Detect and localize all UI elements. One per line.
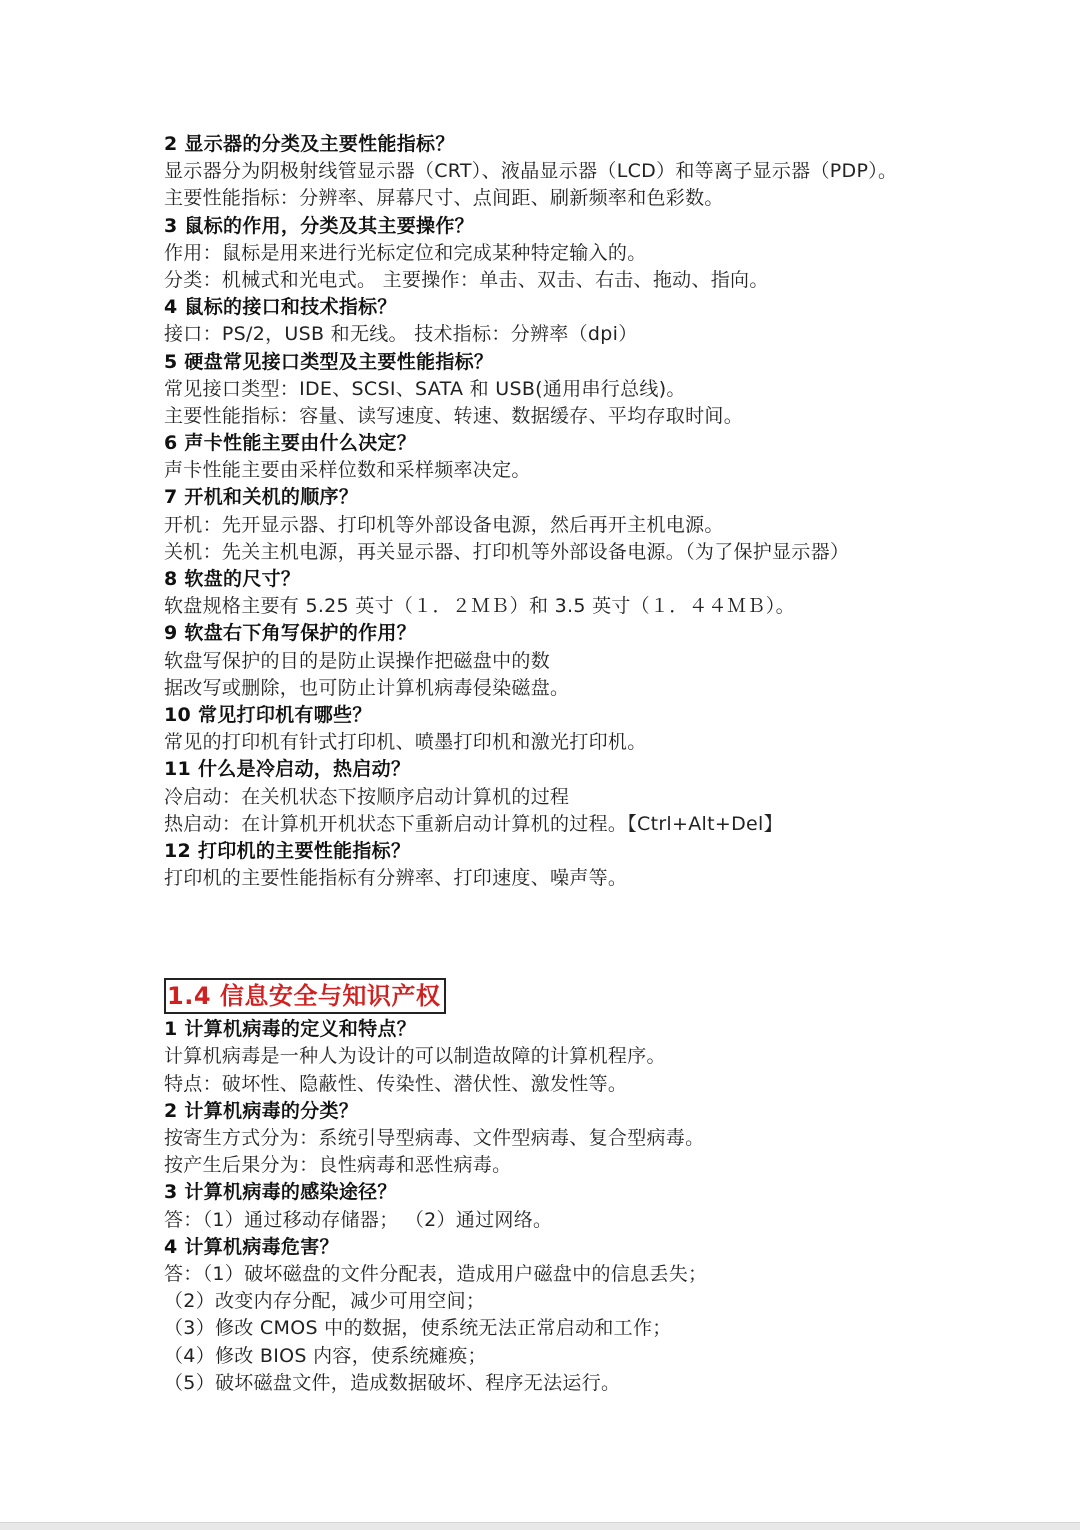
- answer-line: 开机：先开显示器、打印机等外部设备电源，然后再开主机电源。: [164, 513, 724, 536]
- answer-line: 冷启动：在关机状态下按顺序启动计算机的过程: [164, 785, 570, 808]
- question-heading: 12 打印机的主要性能指标？: [164, 839, 411, 862]
- answer-line: （4）修改 BIOS 内容，使系统瘫痪；: [164, 1344, 487, 1367]
- question-heading: 8 软盘的尺寸？: [164, 568, 301, 590]
- section-spacer: [164, 892, 1044, 972]
- question-heading: 6 声卡性能主要由什么决定？: [164, 432, 417, 455]
- answer-line: 计算机病毒是一种人为设计的可以制造故障的计算机程序。: [164, 1045, 666, 1068]
- answer-line: 主要性能指标：容量、读写速度、转速、数据缓存、平均存取时间。: [164, 404, 744, 427]
- answer-line: 按产生后果分为：良性病毒和恶性病毒。: [164, 1154, 512, 1177]
- hardware-qa-block: [164, 131, 1044, 892]
- question-heading: 2 显示器的分类及主要性能指标？: [164, 133, 455, 155]
- section-heading: 1.4 信息安全与知识产权: [164, 978, 446, 1014]
- answer-line: 软盘规格主要有 5.25 英寸（１．２ＭＢ）和 3.5 英寸（１．４４ＭＢ）。: [164, 595, 795, 618]
- question-heading: 10 常见打印机有哪些？: [164, 703, 372, 726]
- answer-line: （2）改变内存分配，减少可用空间；: [164, 1290, 486, 1313]
- question-heading: 7 开机和关机的顺序？: [164, 486, 359, 509]
- answer-line: 接口：PS/2，USB 和无线。 技术指标：分辨率（dpi）: [164, 323, 638, 346]
- answer-line: 关机：先关主机电源，再关显示器、打印机等外部设备电源。（为了保护显示器）: [164, 540, 850, 563]
- answer-line: 常见接口类型：IDE、SCSI、SATA 和 USB(通用串行总线)。: [164, 377, 686, 400]
- question-heading: 5 硬盘常见接口类型及主要性能指标？: [164, 350, 494, 373]
- answer-line: 主要性能指标：分辨率、屏幕尺寸、点间距、刷新频率和色彩数。: [164, 187, 724, 210]
- question-heading: 4 鼠标的接口和技术指标？: [164, 296, 397, 319]
- answer-line: 按寄生方式分为：系统引导型病毒、文件型病毒、复合型病毒。: [164, 1127, 705, 1149]
- answer-line: 答：（1）通过移动存储器； （2）通过网络。: [164, 1208, 553, 1231]
- answer-line: 特点：破坏性、隐蔽性、传染性、潜伏性、激发性等。: [164, 1072, 628, 1095]
- answer-line: 显示器分为阴极射线管显示器（CRT）、液晶显示器（LCD）和等离子显示器（PDP）。: [164, 160, 898, 183]
- question-heading: 2 计算机病毒的分类？: [164, 1099, 359, 1122]
- answer-line: 声卡性能主要由采样位数和采样频率决定。: [164, 459, 531, 482]
- security-qa-block: [164, 1016, 1044, 1397]
- question-heading: 1 计算机病毒的定义和特点？: [164, 1018, 417, 1041]
- question-heading: 3 鼠标的作用，分类及其主要操作？: [164, 214, 474, 237]
- answer-line: 作用：鼠标是用来进行光标定位和完成某种特定输入的。: [164, 241, 647, 264]
- question-heading: 9 软盘右下角写保护的作用？: [164, 622, 417, 645]
- answer-line: 软盘写保护的目的是防止误操作把磁盘中的数: [164, 649, 551, 672]
- answer-line: （3）修改 CMOS 中的数据，使系统无法正常启动和工作；: [164, 1317, 672, 1340]
- question-heading: 11 什么是冷启动，热启动？: [164, 758, 411, 781]
- question-heading: 4 计算机病毒危害？: [164, 1235, 339, 1258]
- section-heading-wrap: [164, 972, 1044, 1014]
- answer-line: 答：（1）破坏磁盘的文件分配表，造成用户磁盘中的信息丢失；: [164, 1262, 708, 1285]
- answer-line: 热启动：在计算机开机状态下重新启动计算机的过程。【Ctrl+Alt+Del】: [164, 812, 783, 835]
- question-heading: 3 计算机病毒的感染途径？: [164, 1181, 397, 1204]
- answer-line: 分类：机械式和光电式。 主要操作：单击、双击、右击、拖动、指向。: [164, 268, 769, 291]
- answer-line: 据改写或删除，也可防止计算机病毒侵染磁盘。: [164, 676, 570, 699]
- document-content: [164, 131, 1044, 1397]
- answer-line: 常见的打印机有针式打印机、喷墨打印机和激光打印机。: [164, 731, 647, 754]
- answer-line: 打印机的主要性能指标有分辨率、打印速度、噪声等。: [164, 867, 628, 890]
- answer-line: （5）破坏磁盘文件，造成数据破坏、程序无法运行。: [164, 1371, 621, 1394]
